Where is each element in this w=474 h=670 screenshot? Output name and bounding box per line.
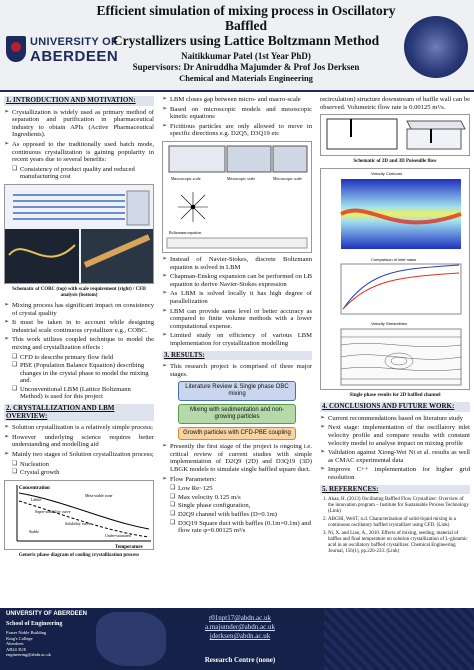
method-item: ❑ CFD to describe primary flow field: [12, 354, 154, 362]
flow-param: ❑ Max velocity 0.125 m/s: [170, 494, 312, 502]
column-1: [4, 96, 154, 562]
phase-diagram: [4, 480, 154, 550]
address-line: AB24 3UE: [6, 646, 27, 652]
simulation-results: [321, 169, 469, 389]
poiseuille-diagram: [321, 115, 469, 155]
flow-param: ❑ D3Q19 Square duct with baffles (0.1m×0.1m) and flow rate φ=0.00125 m³/s: [170, 520, 312, 535]
phase-undersat: Under-saturated: [105, 532, 131, 538]
cryst-stage: ❑ Nucleation: [12, 461, 154, 469]
address-line: Fraser Noble Building: [6, 630, 47, 635]
supervisors: Supervisors: Dr Aniruddha Majumder & Prof Jos Derksen: [132, 62, 360, 72]
conc-heading: 4. CONCLUSIONS AND FUTURE WORK:: [320, 402, 470, 412]
conc-bullet: ➢ Current recommendations based on literature study: [320, 415, 470, 423]
phase-solubility: Solubility curve: [65, 520, 91, 526]
schem-caption: Schematic of 2D and 3D Poiseuille flow: [353, 159, 437, 165]
poster-header: [0, 0, 474, 92]
footer-pattern: [324, 608, 474, 670]
results-heading: 3. RESULTS:: [162, 351, 312, 361]
poster-footer: [0, 608, 474, 670]
conc-bullet: ➢ Improve C++ implementation for higher grid resolution: [320, 466, 470, 481]
flow-param-list: [170, 485, 312, 535]
department: Chemical and Materials Engineering: [179, 73, 313, 83]
benefit-list: [12, 166, 154, 181]
results-bullet: ➢ Presently the first stage of the project is ongoing i.e. critical review of current studies with simple implementation of D2Q9 (2D) and D3Q19 (3D) LBGK models to simulate single baffled square duct.: [162, 443, 312, 473]
phase-stable: Stable: [29, 528, 39, 534]
address-line: King's College: [6, 635, 33, 641]
reference-item[interactable]: 2. ABCHI, WeST, n.d. Characterization of solid-liquid mixing in a continuous oscillatory baffled crystallizer using CFD. (Link): [328, 517, 470, 529]
intro-bullet: ➢ Crystallization is widely used as primary method of separation and purification in pharmaceutical industry to obtain APIs (Active Pharmaceutical Ingredients).: [4, 109, 154, 139]
reference-list: [328, 497, 470, 555]
intro-bullet: ➢ Mixing process has significant impact on consistency of crystal quality: [4, 302, 154, 317]
lbm-bullet: ➢ Limited study on efficiency of various LBM implementation for crystallization modelling: [162, 332, 312, 347]
sim-caption: Single phase results for 2D baffled channel: [349, 393, 441, 399]
footer-logo: UNIVERSITY OF ABERDEEN: [6, 611, 88, 617]
comparison-title: Comparison of inlet mass: [371, 257, 417, 263]
title-line-2: Crystallizers using Lattice Boltzmann Method: [112, 33, 380, 48]
streamline-title: Velocity Streamlines: [371, 321, 408, 327]
flow-param: ❑ Single phase configuration,: [170, 502, 312, 510]
col3-intro-text: recirculation) structure downstream of baffle wall can be observed. Volumetric flow rate is 0.00125 m³/s.: [320, 96, 470, 111]
lbm-scales-figure: [162, 141, 312, 253]
intro-bullet: ➢ It must be taken in to account while designing industrial scale continuous crystallizer e.g., COBC.: [4, 319, 154, 334]
cobc-caption: Schematic of COBC (top) with scale requirement (right) / CFD analysis (bottom): [12, 286, 146, 298]
poiseuille-schematic: [320, 114, 470, 156]
research-badge-logo: [404, 16, 468, 78]
results-intro-list: [162, 363, 312, 378]
uk-map-icon: [96, 612, 166, 666]
lbm-label: Boltzmann equation: [169, 229, 202, 235]
address-line: Aberdeen: [6, 641, 24, 646]
footer-school: School of Engineering: [6, 621, 63, 627]
email-link[interactable]: a.majumder@abdn.ac.uk: [204, 623, 275, 631]
phase-labile: Labile: [31, 496, 42, 502]
lbm-label: Microscopic scale: [273, 175, 302, 181]
cobc-schematic: [5, 185, 153, 283]
lbm-label: Mesoscopic scale: [227, 175, 256, 181]
logo-aberdeen: ABERDEEN: [30, 48, 119, 65]
stage-box-1: Literature Review & Single phase OBC mixing: [178, 381, 296, 401]
intro-bullet: ➢ As opposed to the traditionally used batch mode, continuous crystallization is gaining popularity in recent years due to several benefits:: [4, 141, 154, 164]
cryst-heading: 2. CRYSTALLIZATION AND LBM OVERVIEW:: [4, 404, 154, 421]
poster-title: [96, 3, 396, 48]
email-link[interactable]: jderksen@abdn.ac.uk: [209, 632, 271, 640]
intro-list-2: [4, 302, 154, 352]
contour-title: Velocity Contours: [371, 171, 403, 177]
intro-list: [4, 109, 154, 164]
column-3: [320, 96, 470, 557]
cryst-stage-list: [12, 461, 154, 477]
phase-caption: Generic phase diagram of cooling crystallization process: [18, 552, 140, 558]
intro-heading: 1. INTRODUCTION AND MOTIVATION:: [4, 96, 154, 106]
university-logo: [6, 36, 119, 68]
results-intro: ➢ This research project is comprised of three major stages.: [162, 363, 312, 378]
footer-emails: [160, 614, 320, 641]
flow-param: ❑ D2Q9 channel with baffles (D=0.1m): [170, 511, 312, 519]
results-bullet: ➢ Flow Parameters:: [162, 476, 312, 484]
crest-icon: [6, 36, 26, 62]
flow-param: ❑ Low Re~125: [170, 485, 312, 493]
cryst-bullet: ➢ However underlying science requires better understanding and modelling aid: [4, 434, 154, 449]
lbm-bullet: ➢ LBM can provide same level or better accuracy as compared to finite volume methods with a lower computational expense.: [162, 308, 312, 331]
lbm-list: [162, 96, 312, 138]
column-2: [162, 96, 312, 536]
email-link[interactable]: r01npt17@abdn.ac.uk: [208, 614, 272, 622]
method-item: ❑ Unconventional LBM (Lattice Boltzmann Method) is used for this project: [12, 386, 154, 401]
reference-item[interactable]: 1. Akaa, H. (2013) Oscillating Baffled Flow Crystallizer: Overview of the innovation program – Institute for Sustainable Process Technology (Link): [328, 497, 470, 515]
simulation-results-figure: [320, 168, 470, 390]
reference-item[interactable]: 3. Ni, X. and Liao, A., 2010. Effects of mixing, seeding, material of baffles and final temperature on solution crystallization of L-glutamic acid in an oscillatory baffled crystallizer. Chemical Engineering Journal, 156(1), pp.226-233. (Link): [328, 531, 470, 555]
cryst-stage: ❑ Crystal growth: [12, 469, 154, 477]
logo-university-of: UNIVERSITY OF: [30, 36, 119, 48]
ref-heading: 5. REFERENCES:: [320, 485, 470, 495]
lbm-scales-diagram: [163, 142, 311, 252]
cryst-list: [4, 424, 154, 458]
lbm-bullet: ➢ Instead of Navier-Stokes, discrete Boltzmann equation is solved in LBM: [162, 256, 312, 271]
stage-box-3: Growth particles with CFD-PBE coupling: [178, 427, 296, 440]
conc-bullet: ➢ Validation against Xiong-Wei Ni et al. results as well as CMAC experimental data: [320, 449, 470, 464]
title-block: [96, 3, 396, 84]
lbm-bullet: ➢ Based on microscopic models and mesoscopic kinetic equations: [162, 106, 312, 121]
lbm-label: Macroscopic scale: [171, 175, 201, 181]
lbm-bullet: ➢ Chapman-Enskog expansion can be performed on LB equation to derive Navier-Stokes expression: [162, 273, 312, 288]
cobc-figure: [4, 184, 154, 284]
cryst-bullet: ➢ Solution crystallization is a relatively simple process;: [4, 424, 154, 432]
phase-xlabel: Temperature: [115, 544, 143, 549]
footer-address: [6, 630, 51, 658]
lbm-bullet: ➢ Fictitious particles are only allowed to move in specific directions e.g. D2Q5, D3Q19 etc: [162, 123, 312, 138]
title-line-1: Efficient simulation of mixing process in Oscillatory Baffled: [96, 3, 396, 33]
intro-bullet: ➢ This work utilizes coupled technique to model the mixing and crystallization effects :: [4, 336, 154, 351]
stage-box-2: Mixing with sedimentation and non-growing particles: [178, 404, 296, 424]
results-list: [162, 443, 312, 483]
phase-diagram-plot: [5, 481, 153, 549]
benefit-item: ❑ Consistency of product quality and reduced manufacturing cost: [12, 166, 154, 181]
cryst-bullet: ➢ Mainly two stages of Solution crystallization process;: [4, 451, 154, 459]
conc-bullet: ➢ Next stage: implementation of the oscillatory inlet velocity profile and compare results with constant velocity model to analyse impact on mixing profile: [320, 424, 470, 447]
lbm-bullet: ➢ LBM closes gap between micro- and macro-scale: [162, 96, 312, 104]
lbm-list-2: [162, 256, 312, 348]
method-list: [12, 354, 154, 402]
conc-list: [320, 415, 470, 482]
lbm-bullet: ➢ As LBM is solved locally it has high degree of parallelization: [162, 290, 312, 305]
author: Naitikkumar Patel (1st Year PhD): [181, 51, 311, 61]
address-line[interactable]: engineering@abdn.ac.uk: [6, 652, 51, 657]
phase-metastable: Meta-stable zone: [85, 492, 113, 498]
phase-ylabel: Concentration: [19, 485, 50, 491]
phase-supersat: Super-solubility curve: [35, 508, 71, 514]
footer-centre: Research Centre (none): [204, 656, 276, 664]
method-item: ❑ PBE (Population Balance Equation) describing changes in the crystal phase to model the mixing and.: [12, 362, 154, 385]
